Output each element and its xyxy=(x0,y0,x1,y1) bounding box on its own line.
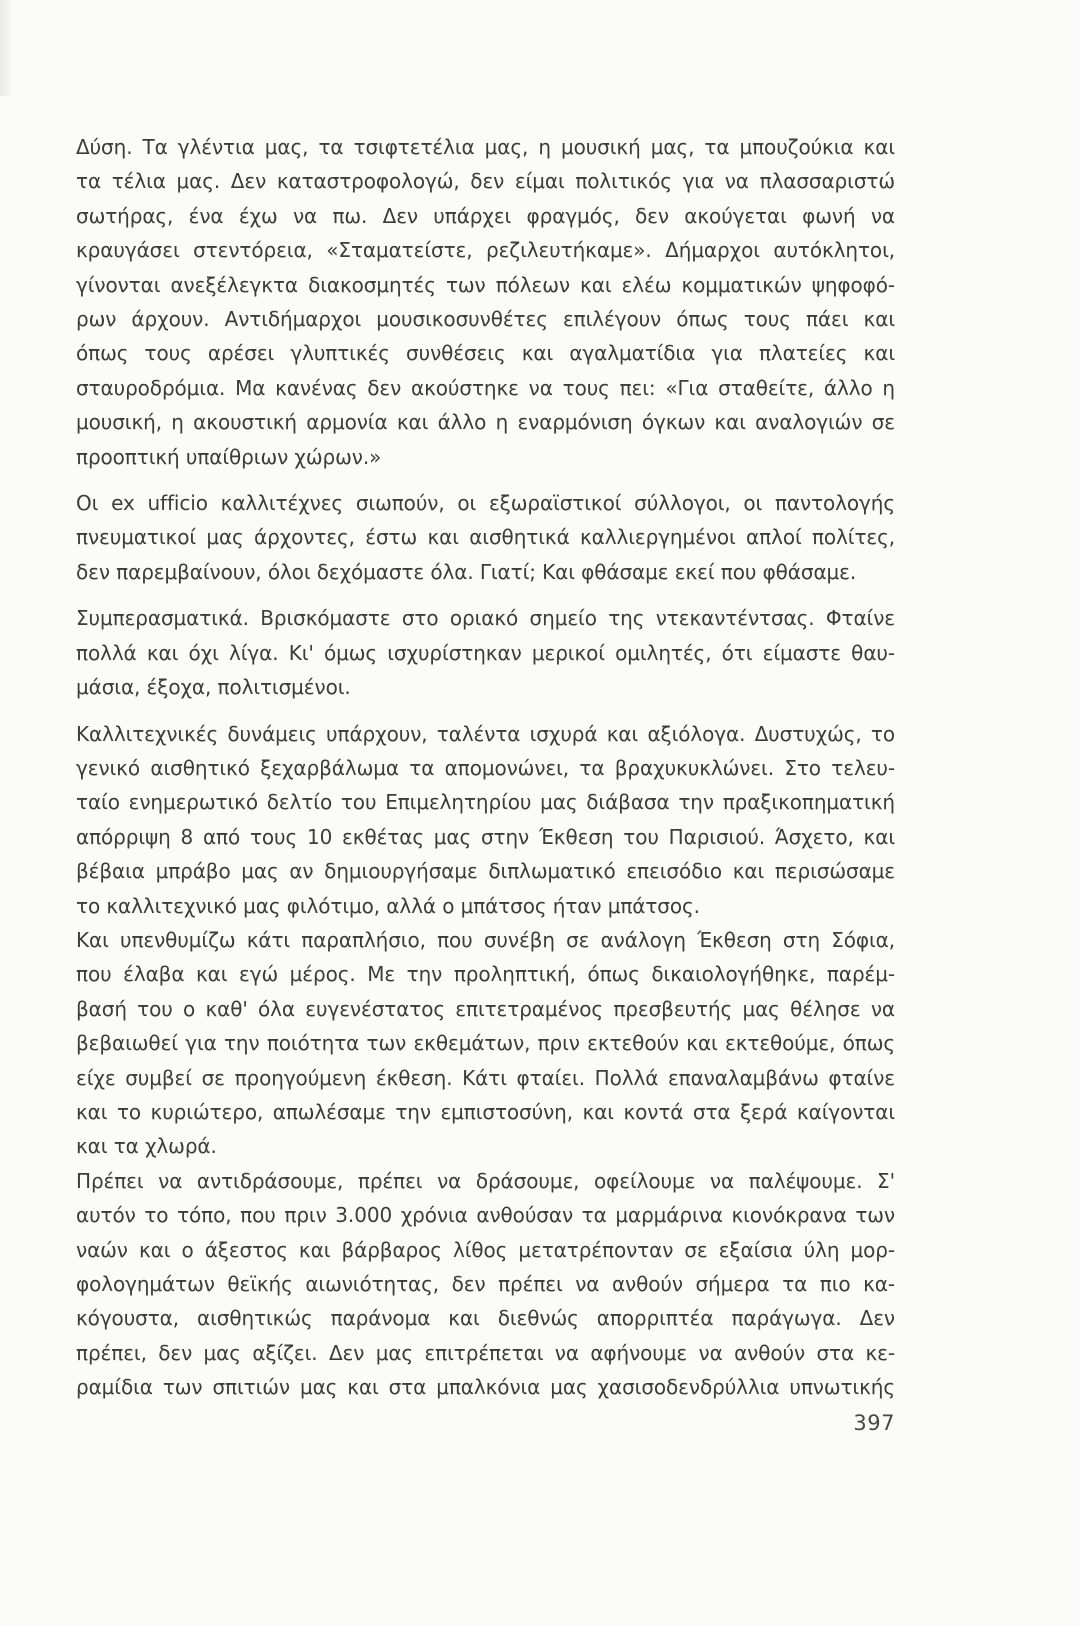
text-line: βεβαιωθεί για την ποιότητα των εκθεμάτων, πριν εκτεθούν και εκτεθούμε, όπως xyxy=(76,1031,895,1056)
text-line: προοπτική υπαίθριων χώρων.» xyxy=(76,444,382,469)
text-line: φολογημάτων θεϊκής αιωνιότητας, δεν πρέπει να ανθούν σήμερα τα πιο κα- xyxy=(76,1272,895,1296)
text-line: γίνονται ανεξέλεγκτα διακοσμητές των πόλεων και ελέω κομματικών ψηφοφό- xyxy=(76,272,895,297)
text-line: σωτήρας, ένα έχω να πω. Δεν υπάρχει φραγμός, δεν ακούγεται φωνή να xyxy=(76,203,895,228)
text-line: γενικό αισθητικό ξεχαρβάλωμα τα απομονώνει, τα βραχυκυκλώνει. Στο τελευ- xyxy=(76,755,895,780)
text-line: αυτόν το τόπο, που πριν 3.000 χρόνια ανθούσαν τα μαρμάρινα κιονόκρανα των xyxy=(76,1203,895,1228)
text-line: βασή του ο καθ' όλα ευγενέστατος επιτετραμένος πρεσβευτής μας θέλησε να xyxy=(76,996,895,1021)
text-line: κόγουστα, αισθητικώς παράνομα και διεθνώς απορριπτέα παράγωγα. Δεν xyxy=(76,1306,895,1331)
paragraph xyxy=(76,717,895,923)
text-line: Πρέπει να αντιδράσουμε, πρέπει να δράσουμε, οφείλουμε να παλέψουμε. Σ' xyxy=(76,1168,895,1193)
text-line: ραμίδια των σπιτιών μας και στα μπαλκόνια μας χασισοδενδρύλλια υπνωτικής xyxy=(76,1375,895,1400)
text-line: που έλαβα και εγώ μέρος. Με την προληπτική, όπως δικαιολογήθηκε, παρέμ- xyxy=(76,962,895,987)
text-line: και το κυριώτερο, απωλέσαμε την εμπιστοσύνη, και κοντά στα ξερά καίγονται xyxy=(76,1099,895,1124)
body-text xyxy=(76,130,895,1405)
paragraph xyxy=(76,486,895,589)
text-line: το καλλιτεχνικό μας φιλότιμο, αλλά ο μπάτσος ήταν μπάτσος. xyxy=(76,893,700,918)
text-line: είχε συμβεί σε προηγούμενη έκθεση. Κάτι φταίει. Πολλά επαναλαμβάνω φταίνε xyxy=(76,1065,895,1090)
scan-edge-artifact xyxy=(0,0,11,96)
text-line: ταίο ενημερωτικό δελτίο του Επιμελητηρίου μας διάβασα την πραξικοπηματική xyxy=(76,790,895,815)
text-line: μάσια, έξοχα, πολιτισμένοι. xyxy=(76,675,351,700)
text-line: βέβαια μπράβο μας αν δημιουργήσαμε διπλωματικό επεισόδιο και περισώσαμε xyxy=(76,859,895,884)
text-line: κραυγάσει στεντόρεια, «Σταματείστε, ρεζιλευτήκαμε». Δήμαρχοι αυτόκλητοι, xyxy=(76,238,895,263)
paragraph xyxy=(76,130,895,474)
text-line: μουσική, η ακουστική αρμονία και άλλο η εναρμόνιση όγκων και αναλογιών σε xyxy=(76,410,895,435)
text-line: ναών και ο άξεστος και βάρβαρος λίθος μετατρέπονταν σε εξαίσια ύλη μορ- xyxy=(76,1237,895,1262)
text-line: Δύση. Τα γλέντια μας, τα τσιφτετέλια μας, η μουσική μας, τα μπουζούκια και xyxy=(76,135,895,159)
text-line: όπως τους αρέσει γλυπτικές συνθέσεις και αγαλματίδια για πλατείες και xyxy=(76,341,895,366)
text-line: τα τέλια μας. Δεν καταστροφολογώ, δεν είμαι πολιτικός για να πλασσαριστώ xyxy=(76,169,895,194)
text-line: σταυροδρόμια. Μα κανένας δεν ακούστηκε να τους πει: «Για σταθείτε, άλλο η xyxy=(76,375,895,400)
text-line: δεν παρεμβαίνουν, όλοι δεχόμαστε όλα. Γιατί; Και φθάσαμε εκεί που φθάσαμε. xyxy=(76,559,857,584)
paragraph xyxy=(76,601,895,704)
paragraph xyxy=(76,923,895,1164)
text-line: απόρριψη 8 από τους 10 εκθέτας μας στην Έκθεση του Παρισιού. Άσχετο, και xyxy=(76,824,895,849)
page-number: 397 xyxy=(853,1411,895,1435)
text-line: Καλλιτεχνικές δυνάμεις υπάρχουν, ταλέντα ισχυρά και αξιόλογα. Δυστυχώς, το xyxy=(76,721,895,746)
text-line: Συμπερασματικά. Βρισκόμαστε στο οριακό σημείο της ντεκαντέντσας. Φταίνε xyxy=(76,606,895,631)
text-line: πρέπει, δεν μας αξίζει. Δεν μας επιτρέπεται να αφήνουμε να ανθούν στα κε- xyxy=(76,1340,895,1365)
text-line: Οι ex ufficio καλλιτέχνες σιωπούν, οι εξωραϊστικοί σύλλογοι, οι παντολογής xyxy=(76,491,895,516)
text-line: πνευματικοί μας άρχοντες, έστω και αισθητικά καλλιεργημένοι απλοί πολίτες, xyxy=(76,525,895,550)
text-line: πολλά και όχι λίγα. Κι' όμως ισχυρίστηκαν μερικοί ομιλητές, ότι είμαστε θαυ- xyxy=(76,640,895,665)
text-line: ρων άρχουν. Αντιδήμαρχοι μουσικοσυνθέτες επιλέγουν όπως τους πάει και xyxy=(76,307,895,332)
text-line: και τα χλωρά. xyxy=(76,1134,217,1159)
text-line: Και υπενθυμίζω κάτι παραπλήσιο, που συνέβη σε ανάλογη Έκθεση στη Σόφια, xyxy=(76,927,895,952)
paragraph xyxy=(76,1164,895,1405)
